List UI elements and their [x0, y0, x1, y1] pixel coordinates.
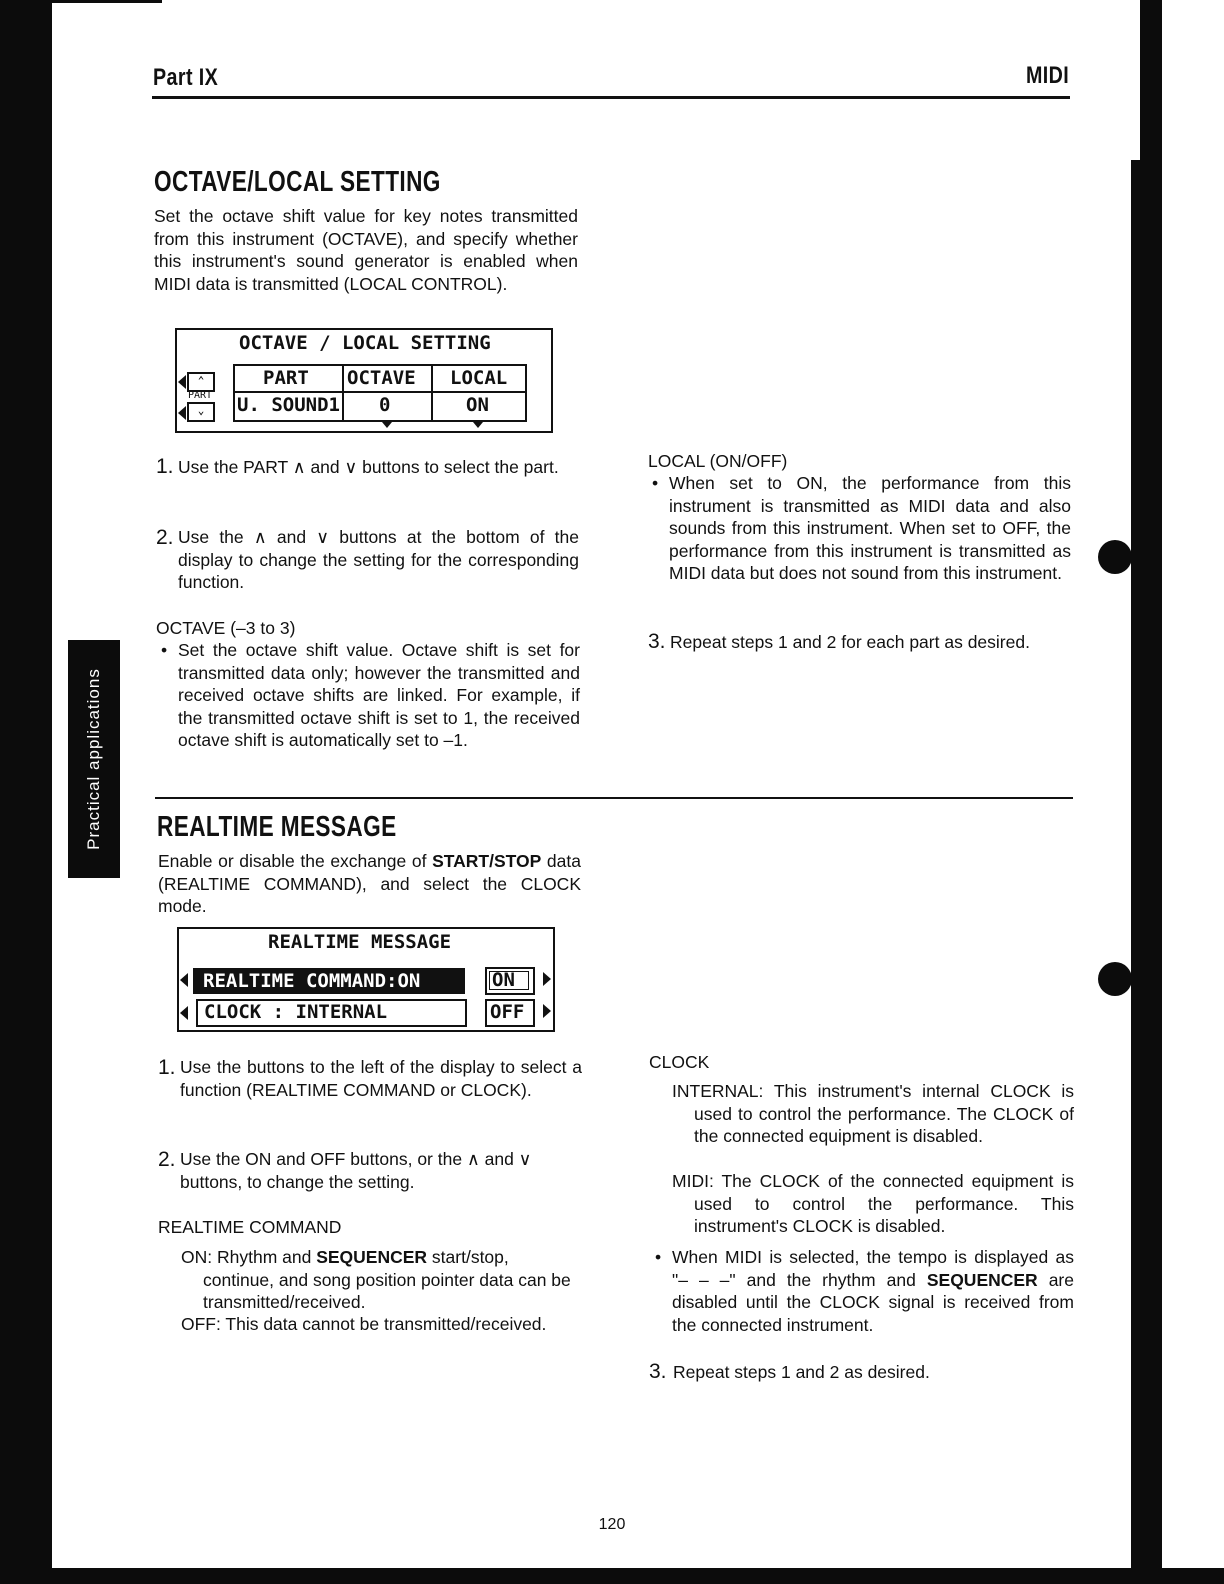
part-up-button[interactable]: ⌃ [187, 372, 215, 392]
ol-step1-number: 1. [156, 455, 174, 478]
col-local-header: LOCAL [450, 367, 508, 389]
rc-on-text [181, 1246, 583, 1314]
octave-heading: OCTAVE (–3 to 3) [156, 618, 296, 638]
rc-off-text: OFF: This data cannot be transmitted/received. [181, 1314, 547, 1334]
part-left-arrow-icon-2 [178, 406, 186, 420]
off-button[interactable] [485, 999, 535, 1027]
local-down-marker-icon [473, 422, 483, 428]
clock-text: CLOCK : INTERNAL [204, 1001, 388, 1023]
side-tab [68, 640, 120, 878]
clock-row[interactable] [196, 999, 467, 1027]
octave-down-marker-icon [382, 422, 392, 428]
ol-step3-text: Repeat steps 1 and 2 for each part as desired. [670, 632, 1030, 652]
on-button[interactable] [485, 967, 535, 995]
table-col-divider-1 [342, 364, 344, 420]
local-value: ON [466, 394, 489, 416]
scan-border-left [0, 0, 52, 1584]
rt-step1-number: 1. [158, 1056, 176, 1079]
scan-border-bottom [0, 1568, 1224, 1584]
ol-step2-number: 2. [156, 526, 174, 549]
clock-bullet-post: are disabled until the CLOCK signal is received from the connected instrument. [672, 1269, 1074, 1335]
octave-bullet: • Set the octave shift value. Octave shift is set for transmitted data only; however the transmitted and received octave shifts are linked. For example, if the transmitted octave shift is set to 1, the received octave shift is automatically set to –1. [178, 639, 580, 752]
scan-border-right-top [1140, 0, 1162, 165]
realtime-title: REALTIME MESSAGE [157, 811, 397, 843]
clock-heading: CLOCK [649, 1052, 710, 1072]
local-heading: LOCAL (ON/OFF) [648, 451, 788, 471]
display-title: OCTAVE / LOCAL SETTING [239, 332, 491, 354]
ol-step2-text: Use the ∧ and ∨ buttons at the bottom of the display to change the setting for the corresponding function. [178, 527, 579, 592]
octave-local-intro: Set the octave shift value for key notes transmitted from this instrument (OCTAVE), and specify whether this instrument's sound generator is enabled when MIDI data is transmitted (LOCAL CONTROL). [154, 206, 578, 294]
table-row-divider [233, 391, 525, 393]
clock-bullet-pre: When MIDI is selected, the tempo is displayed as "– – –" and the rhythm and [672, 1247, 1074, 1290]
octave-value: 0 [379, 394, 391, 416]
realtime-intro-pre: Enable or disable the exchange of [158, 851, 433, 871]
header-part: Part IX [153, 64, 219, 91]
header-topic: MIDI [1026, 62, 1070, 89]
page-number: 120 [598, 1516, 626, 1533]
part-left-arrow-icon [178, 375, 186, 389]
clock-internal-text: INTERNAL: This instrument's internal CLOCK is used to control the performance. The CLOCK of the connected equipment is disabled. [672, 1081, 1074, 1146]
realtime-display-title: REALTIME MESSAGE [268, 931, 452, 953]
ol-step1-text: Use the PART ∧ and ∨ buttons to select the part. [178, 457, 559, 477]
binder-hole-1 [1098, 540, 1132, 574]
row2-left-arrow-icon [180, 1006, 188, 1020]
rc-on-post: start/stop, continue, and song position pointer data can be transmitted/received. [203, 1247, 571, 1312]
local-bullet: • When set to ON, the performance from this instrument is transmitted as MIDI data and also sounds from this instrument. When set to OFF, the performance from this instrument is transmitted as MIDI data but does not sound from this instrument. [669, 472, 1071, 585]
rt-step2-text: Use the ON and OFF buttons, or the ∧ and ∨ buttons, to change the setting. [180, 1149, 532, 1192]
rt-step3-text: Repeat steps 1 and 2 as desired. [673, 1362, 930, 1382]
octave-local-title: OCTAVE/LOCAL SETTING [154, 166, 441, 198]
side-tab-label: Practical applications [84, 668, 103, 850]
part-value: U. SOUND1 [237, 394, 340, 416]
octave-local-display [175, 328, 553, 433]
on-button-label: ON [492, 969, 515, 991]
realtime-intro-bold: START/STOP [432, 851, 542, 871]
realtime-command-row[interactable] [193, 968, 465, 994]
part-down-button[interactable]: ⌄ [187, 402, 215, 422]
row1-left-arrow-icon [180, 973, 188, 987]
rt-step3-number: 3. [649, 1360, 667, 1383]
rt-step2-number: 2. [158, 1148, 176, 1171]
clock-bullet-bold: SEQUENCER [926, 1269, 1038, 1290]
clock-bullet [672, 1246, 1074, 1336]
rc-on-bold: SEQUENCER [316, 1247, 428, 1267]
on-right-arrow-icon [543, 972, 551, 986]
off-button-label: OFF [490, 1001, 525, 1023]
header-rule [152, 96, 1070, 99]
off-right-arrow-icon [543, 1004, 551, 1018]
realtime-intro-post: data (REALTIME COMMAND), and select the CLOCK mode. [158, 851, 581, 916]
scan-border-right [1131, 160, 1162, 1584]
clock-midi-text: MIDI: The CLOCK of the connected equipment is used to control the performance. This instrument's CLOCK is disabled. [672, 1171, 1074, 1236]
col-octave-header: OCTAVE [347, 367, 416, 389]
realtime-intro [158, 850, 581, 918]
table-col-divider-2 [431, 364, 433, 420]
part-button-label: PART [188, 390, 213, 401]
col-part-header: PART [263, 367, 309, 389]
rc-on-pre: ON: Rhythm and [181, 1247, 317, 1267]
scan-border-top [0, 0, 162, 3]
ol-step3-number: 3. [648, 630, 666, 653]
rt-step1-text: Use the buttons to the left of the display to select a function (REALTIME COMMAND or CLOCK). [180, 1057, 582, 1100]
rc-heading: REALTIME COMMAND [158, 1217, 342, 1237]
realtime-command-text: REALTIME COMMAND:ON [203, 970, 421, 992]
binder-hole-2 [1098, 962, 1132, 996]
realtime-display [177, 927, 555, 1032]
section-divider [155, 797, 1073, 799]
